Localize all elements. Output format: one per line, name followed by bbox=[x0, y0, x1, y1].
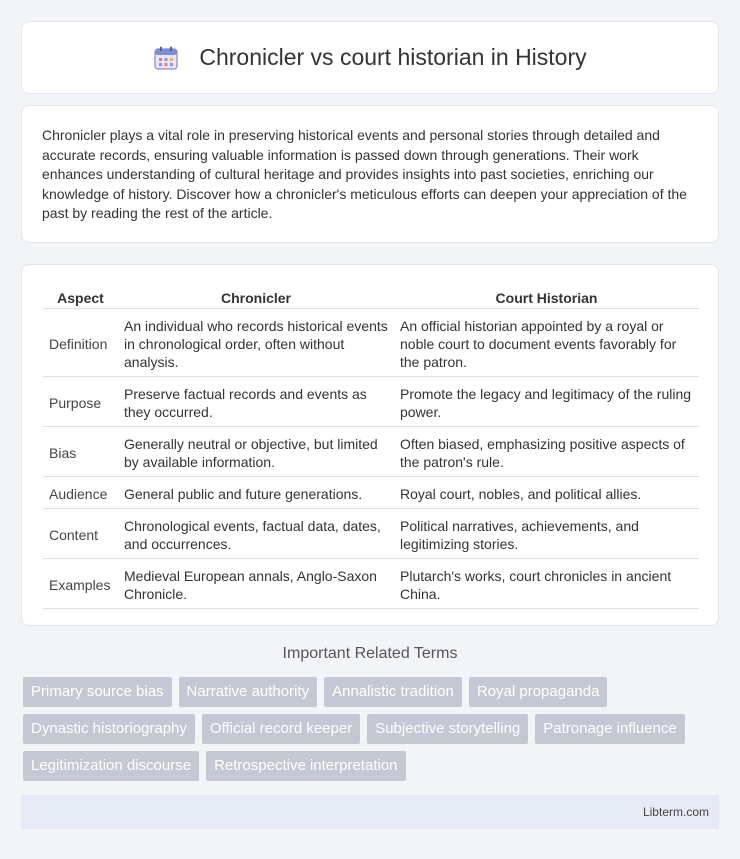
calendar-icon bbox=[153, 45, 179, 71]
row-chronicler: An individual who records historical events in chronological order, often without analysis. bbox=[118, 309, 394, 377]
column-header-aspect: Aspect bbox=[43, 286, 118, 309]
comparison-table bbox=[43, 286, 699, 609]
row-court-historian: Royal court, nobles, and political allies. bbox=[394, 477, 699, 509]
related-term-tag[interactable]: Official record keeper bbox=[202, 714, 360, 744]
footer bbox=[21, 795, 719, 829]
column-header-court-historian: Court Historian bbox=[394, 286, 699, 309]
header-card bbox=[21, 21, 719, 94]
table-header-row bbox=[43, 286, 699, 309]
related-term-tag[interactable]: Annalistic tradition bbox=[324, 677, 462, 707]
row-court-historian: Plutarch's works, court chronicles in ancient China. bbox=[394, 559, 699, 609]
row-chronicler: General public and future generations. bbox=[118, 477, 394, 509]
row-aspect: Definition bbox=[43, 309, 118, 377]
row-chronicler: Chronological events, factual data, dates, and occurrences. bbox=[118, 509, 394, 559]
related-term-tag[interactable]: Royal propaganda bbox=[469, 677, 608, 707]
related-terms-title: Important Related Terms bbox=[282, 645, 458, 662]
row-chronicler: Preserve factual records and events as they occurred. bbox=[118, 377, 394, 427]
related-term-tag[interactable]: Narrative authority bbox=[179, 677, 318, 707]
related-term-tag[interactable]: Subjective storytelling bbox=[367, 714, 528, 744]
row-aspect: Content bbox=[43, 509, 118, 559]
row-aspect: Examples bbox=[43, 559, 118, 609]
footer-site-link[interactable]: Libterm.com bbox=[642, 805, 709, 819]
row-court-historian: Political narratives, achievements, and legitimizing stories. bbox=[394, 509, 699, 559]
table-row bbox=[43, 509, 699, 559]
related-term-tag[interactable]: Primary source bias bbox=[23, 677, 172, 707]
table-row bbox=[43, 477, 699, 509]
related-term-tag[interactable]: Dynastic historiography bbox=[23, 714, 195, 744]
intro-text: Chronicler plays a vital role in preserving historical events and personal stories through detailed and accurate records, ensuring valuable information is passed down through generations. Their work enhances understanding of cultural heritage and provides insights into past societies, enriching our knowledge of history. Discover how a chronicler's meticulous efforts can deepen your appreciation of the past by reading the rest of the article. bbox=[42, 127, 687, 222]
related-terms-list bbox=[23, 677, 723, 788]
row-court-historian: An official historian appointed by a royal or noble court to document events favorably for the patron. bbox=[394, 309, 699, 377]
row-chronicler: Medieval European annals, Anglo-Saxon Chronicle. bbox=[118, 559, 394, 609]
table-row bbox=[43, 559, 699, 609]
related-term-tag[interactable]: Legitimization discourse bbox=[23, 751, 199, 781]
row-chronicler: Generally neutral or objective, but limited by available information. bbox=[118, 427, 394, 477]
table-row bbox=[43, 427, 699, 477]
intro-card bbox=[21, 105, 719, 243]
row-aspect: Purpose bbox=[43, 377, 118, 427]
comparison-card bbox=[21, 264, 719, 626]
row-aspect: Bias bbox=[43, 427, 118, 477]
related-term-tag[interactable]: Retrospective interpretation bbox=[206, 751, 405, 781]
table-row bbox=[43, 309, 699, 377]
column-header-chronicler: Chronicler bbox=[118, 286, 394, 309]
related-term-tag[interactable]: Patronage influence bbox=[535, 714, 684, 744]
row-aspect: Audience bbox=[43, 477, 118, 509]
table-row bbox=[43, 377, 699, 427]
row-court-historian: Often biased, emphasizing positive aspects of the patron's rule. bbox=[394, 427, 699, 477]
page-title: Chronicler vs court historian in History bbox=[199, 44, 587, 70]
row-court-historian: Promote the legacy and legitimacy of the ruling power. bbox=[394, 377, 699, 427]
